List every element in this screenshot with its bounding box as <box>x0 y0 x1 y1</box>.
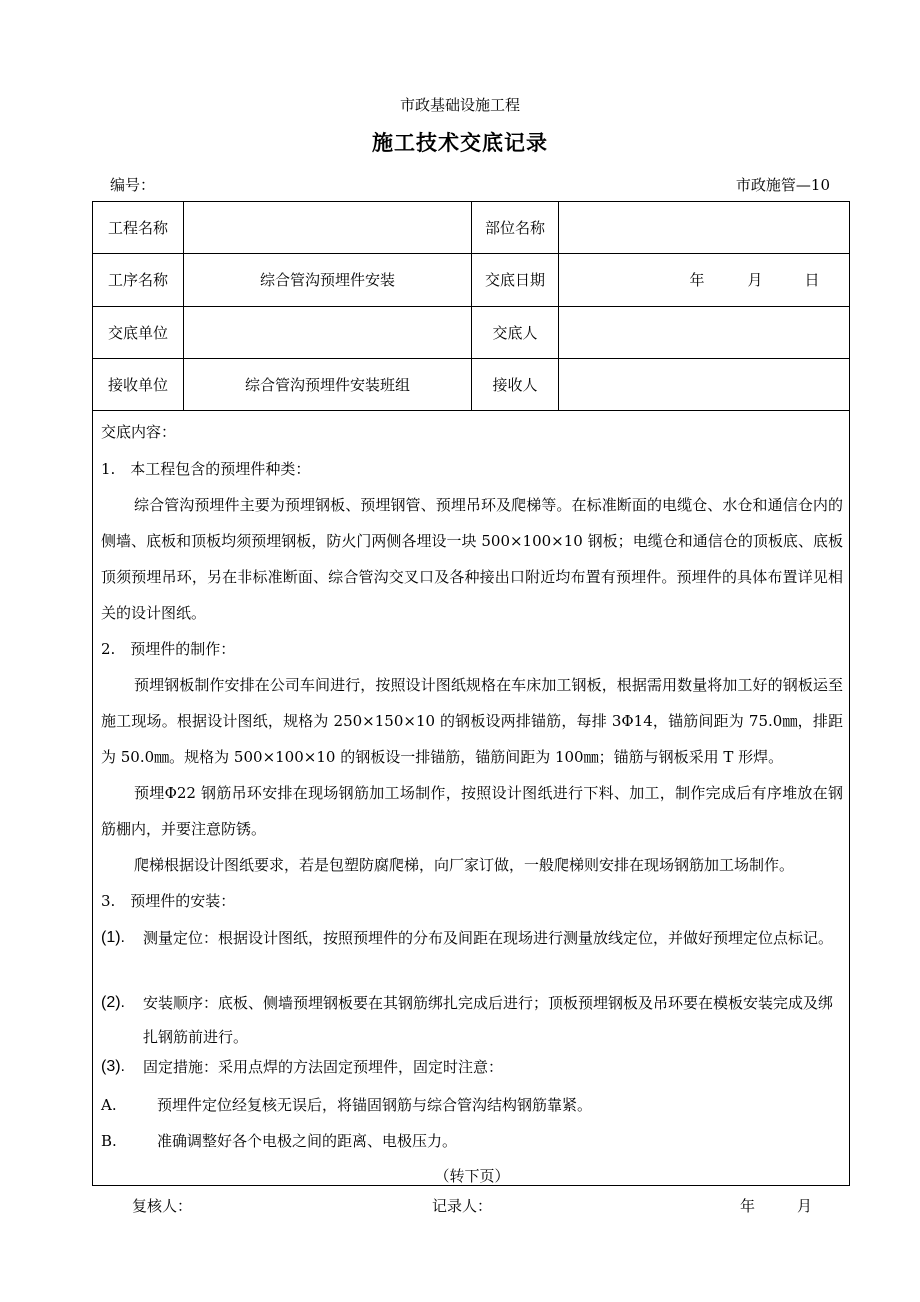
section-3-title: 3. 预埋件的安装： <box>101 892 236 910</box>
project-name-label: 工程名称 <box>107 219 168 237</box>
step-number: (3). <box>101 1058 125 1075</box>
process-name-label: 工序名称 <box>107 271 168 289</box>
form-code: 市政施管—10 <box>735 176 830 194</box>
process-name-value[interactable]: 综合管沟预埋件安装 <box>259 271 395 289</box>
issuer-unit-label: 交底单位 <box>107 324 168 342</box>
receiver-label: 接收人 <box>492 376 538 394</box>
section-1-title: 1. 本工程包含的预埋件种类： <box>101 460 311 478</box>
date-year: 年 <box>689 271 705 289</box>
section-2-paragraph-3: 爬梯根据设计图纸要求，若是包塑防腐爬梯，向厂家订做，一般爬梯则安排在现场钢筋加工场制作。 <box>134 856 795 874</box>
date-day: 日 <box>804 271 820 289</box>
part-name-label: 部位名称 <box>484 219 545 237</box>
step-number: (2). <box>101 994 125 1011</box>
receiver-value[interactable] <box>559 359 849 411</box>
document-title: 施工技术交底记录 <box>372 130 548 155</box>
content-heading: 交底内容： <box>101 423 177 441</box>
recorder-label: 记录人： <box>432 1197 493 1215</box>
step-text: 安装顺序：底板、侧墙预埋钢板要在其钢筋绑扎完成后进行；顶板预埋钢板及吊环要在模板安装完成及绑扎钢筋前进行。 <box>143 994 834 1046</box>
step-text: 测量定位：根据设计图纸，按照预埋件的分布及间距在现场进行测量放线定位，并做好预埋定位点标记。 <box>143 929 834 947</box>
doc-number-label: 编号： <box>110 176 156 194</box>
note-letter: A. <box>101 1096 117 1114</box>
part-name-value[interactable] <box>559 202 849 254</box>
project-name-value[interactable] <box>184 202 471 254</box>
issuer-label: 交底人 <box>492 324 538 342</box>
note-text: 预埋件定位经复核无误后，将锚固钢筋与综合管沟结构钢筋靠紧。 <box>157 1096 593 1114</box>
section-2-paragraph-1: 预埋钢板制作安排在公司车间进行，按照设计图纸规格在车床加工钢板，根据需用数量将加工好的钢板运至施工现场。根据设计图纸，规格为 250×150×10 的钢板设两排锚筋，每排 3Φ14，锚筋间距为 75.0㎜，排距为 50.0㎜。规格为 500×100×10 的钢板设一排锚筋，锚筋间距为 100㎜；锚筋与钢板采用 T 形焊。 <box>101 676 843 766</box>
step-number: (1). <box>101 929 125 946</box>
note-text: 准确调整好各个电极之间的距离、电极压力。 <box>157 1132 458 1150</box>
section-2-title: 2. 预埋件的制作： <box>101 640 236 658</box>
issuer-value[interactable] <box>559 307 849 359</box>
receiver-unit-value[interactable]: 综合管沟预埋件安装班组 <box>244 376 410 394</box>
issuer-unit-value[interactable] <box>184 307 471 359</box>
date-month: 月 <box>747 271 763 289</box>
step-text: 固定措施：采用点焊的方法固定预埋件，固定时注意： <box>143 1058 504 1076</box>
document-subtitle: 市政基础设施工程 <box>399 96 520 114</box>
section-2-paragraph-2: 预埋Φ22 钢筋吊环安排在现场钢筋加工场制作，按照设计图纸进行下料、加工，制作完成后有序堆放在钢筋棚内，并要注意防锈。 <box>101 784 843 838</box>
continued-note: （转下页） <box>434 1167 510 1185</box>
receiver-unit-label: 接收单位 <box>107 376 168 394</box>
footer-year-label: 年 <box>740 1197 756 1215</box>
section-1-paragraph: 综合管沟预埋件主要为预埋钢板、预埋钢管、预埋吊环及爬梯等。在标准断面的电缆仓、水仓和通信仓内的侧墙、底板和顶板均须预埋钢板，防火门两侧各埋设一块 500×100×10 钢板；电缆仓和通信仓的顶板底、底板顶须预埋吊环，另在非标准断面、综合管沟交叉口及各种接出口附近均布置有预埋件。预埋件的具体布置详见相关的设计图纸。 <box>101 496 843 622</box>
reviewer-label: 复核人： <box>132 1197 193 1215</box>
date-label: 交底日期 <box>484 271 545 289</box>
note-letter: B. <box>101 1132 117 1150</box>
record-table <box>92 201 850 1186</box>
footer-month-label: 月 <box>797 1197 813 1215</box>
